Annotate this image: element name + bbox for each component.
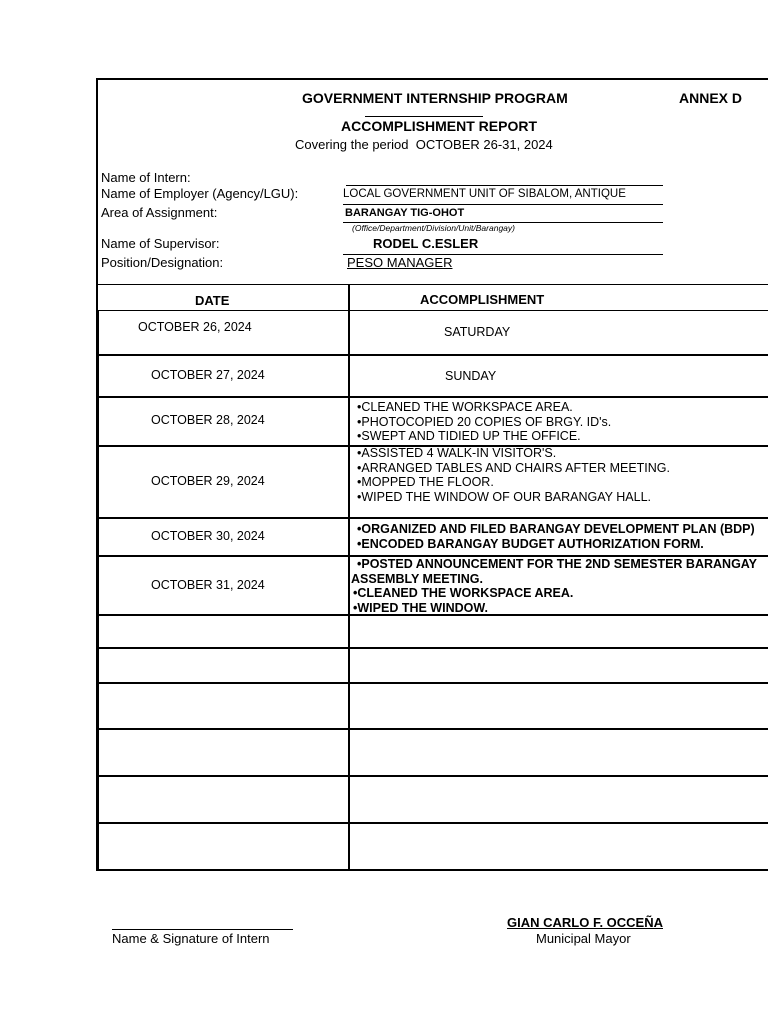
col-header-accomplishment: ACCOMPLISHMENT: [420, 292, 545, 307]
assignment-label: Area of Assignment:: [101, 205, 218, 220]
annex-label: ANNEX D: [679, 90, 743, 106]
accomplishment-line: •CLEANED THE WORKSPACE AREA.: [353, 586, 574, 600]
accomplishment-line: •CLEANED THE WORKSPACE AREA.: [357, 400, 573, 414]
row-separator: [98, 647, 768, 649]
row-separator: [98, 775, 768, 777]
position-label: Position/Designation:: [101, 255, 224, 270]
row-separator: [98, 728, 768, 730]
row-separator: [98, 517, 768, 519]
employer-label: Name of Employer (Agency/LGU):: [101, 186, 299, 201]
accomplishment-line: •MOPPED THE FLOOR.: [357, 475, 494, 489]
row-accomplishment: SATURDAY: [444, 325, 511, 339]
accomplishment-line: ASSEMBLY MEETING.: [351, 571, 483, 586]
period-label: Covering the period: [295, 137, 409, 152]
inner-left-border: [98, 311, 99, 870]
accomplishment-line: •POSTED ANNOUNCEMENT FOR THE 2ND SEMESTER BARANGAY: [357, 557, 758, 571]
row-date: OCTOBER 27, 2024: [151, 368, 265, 382]
accomplishment-line: •ARRANGED TABLES AND CHAIRS AFTER MEETING.: [357, 460, 671, 475]
period-line: [295, 137, 553, 152]
supervisor-label: Name of Supervisor:: [101, 236, 220, 251]
row-accomplishment: SUNDAY: [445, 369, 497, 383]
row-date: OCTOBER 30, 2024: [151, 529, 265, 543]
period-value: OCTOBER 26-31, 2024: [415, 137, 553, 152]
row-date: OCTOBER 31, 2024: [151, 578, 265, 592]
position-value: PESO MANAGER: [347, 255, 453, 270]
frame-top: [96, 78, 768, 80]
intern-underline: [346, 185, 663, 186]
col-header-date: DATE: [195, 293, 230, 308]
accomplishment-line: •ASSISTED 4 WALK-IN VISITOR'S.: [357, 446, 557, 460]
accomplishment-line: •WIPED THE WINDOW OF OUR BARANGAY HALL.: [357, 489, 651, 504]
row-accomplishment: [357, 446, 670, 504]
row-separator: [98, 354, 768, 356]
mayor-title: Municipal Mayor: [536, 931, 631, 946]
accomplishment-line: •PHOTOCOPIED 20 COPIES OF BRGY. ID's.: [357, 414, 612, 429]
employer-value: LOCAL GOVERNMENT UNIT OF SIBALOM, ANTIQUE: [343, 188, 626, 200]
supervisor-value: RODEL C.ESLER: [373, 236, 479, 251]
row-accomplishment: [351, 557, 768, 615]
employer-underline: [343, 204, 663, 205]
assignment-hint: (Office/Department/Division/Unit/Barangay): [352, 223, 515, 233]
column-divider: [348, 285, 350, 870]
mayor-name: GIAN CARLO F. OCCEÑA: [507, 915, 663, 930]
intern-signature-label: Name & Signature of Intern: [112, 931, 270, 946]
row-accomplishment: [357, 522, 768, 551]
row-separator: [98, 682, 768, 684]
intern-label: Name of Intern:: [101, 170, 191, 185]
row-separator: [98, 822, 768, 824]
accomplishment-line: •ENCODED BARANGAY BUDGET AUTHORIZATION FORM.: [357, 536, 704, 551]
assignment-value: BARANGAY TIG-OHOT: [345, 207, 465, 219]
row-date: OCTOBER 29, 2024: [151, 474, 265, 488]
row-date: OCTOBER 28, 2024: [151, 413, 265, 427]
accomplishment-line: •SWEPT AND TIDIED UP THE OFFICE.: [357, 429, 581, 443]
accomplishment-line: •ORGANIZED AND FILED BARANGAY DEVELOPMENT PLAN (BDP): [357, 522, 755, 536]
program-title: GOVERNMENT INTERNSHIP PROGRAM: [302, 90, 568, 106]
report-title: ACCOMPLISHMENT REPORT: [341, 118, 537, 134]
row-accomplishment: [357, 400, 611, 444]
header-bottom-border: [96, 310, 768, 311]
table-top-border: [96, 284, 768, 285]
frame-bottom: [96, 869, 768, 871]
row-separator: [98, 396, 768, 398]
title-overline: [365, 116, 483, 117]
intern-signature-line: [112, 929, 293, 930]
row-date: OCTOBER 26, 2024: [138, 320, 252, 334]
accomplishment-line: •WIPED THE WINDOW.: [353, 600, 488, 615]
